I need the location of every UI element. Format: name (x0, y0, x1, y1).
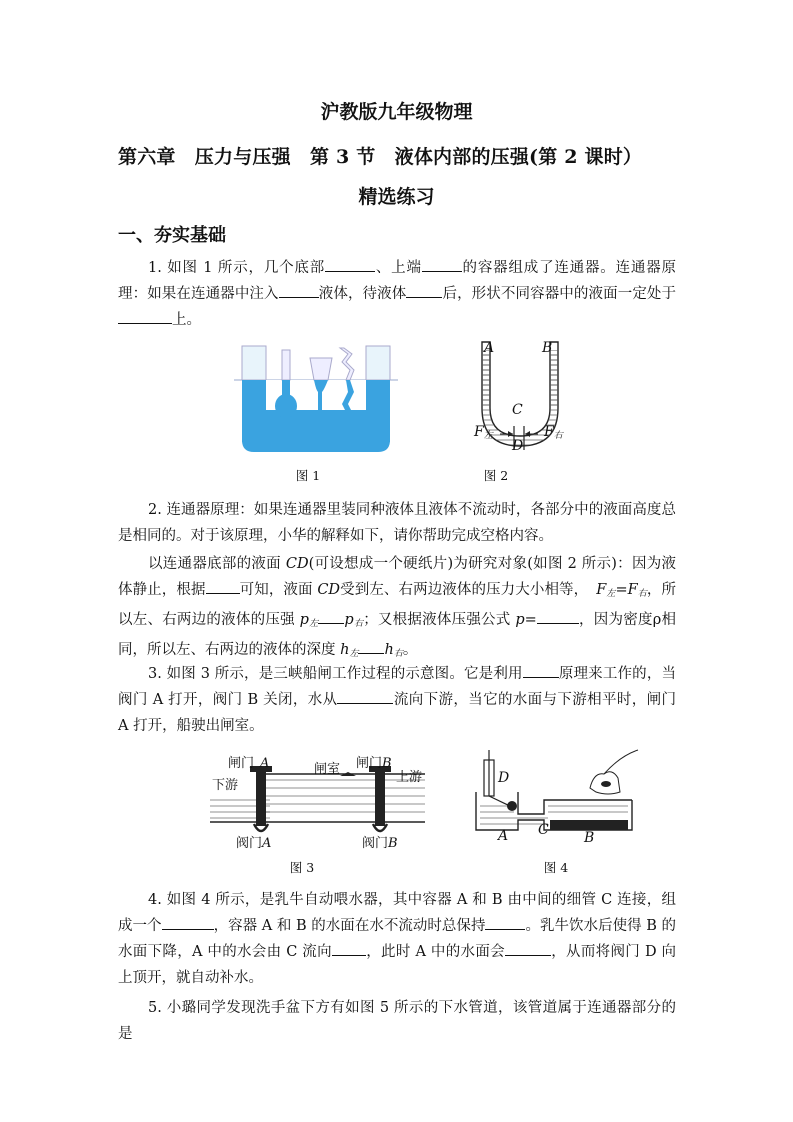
chapter-title: 第六章 压力与压强 第 3 节 液体内部的压强(第 2 课时） (118, 146, 643, 168)
doc-title: 沪教版九年级物理 (320, 101, 473, 123)
q1-blank-1[interactable] (325, 255, 375, 272)
q3-blank-2[interactable] (337, 687, 393, 704)
q1-text-f: 上。 (172, 312, 201, 328)
q2-blank-1[interactable] (206, 577, 240, 594)
doc-subtitle: 精选练习 (358, 186, 435, 208)
fig2-label-A: A (484, 340, 495, 356)
figure-4-caption: 图 4 (543, 860, 569, 875)
fig3-label-valve-A: 阀门A (236, 836, 272, 851)
q1-text-e: 后，形状不同容器中的液面一定处于 (442, 286, 677, 302)
q1-text-c: 的容器组成了连通器。连通器原理：如果在连通器中注入 (118, 260, 676, 302)
q1-blank-3[interactable] (279, 281, 319, 298)
figure-1-connected-vessels (232, 340, 400, 458)
q4-blank-1[interactable] (162, 913, 214, 930)
fig2-label-B: B (542, 340, 553, 356)
q1-text-a: 1. 如图 1 所示，几个底部 (148, 260, 326, 276)
question-4: 4. 如图 4 所示，是乳牛自动喂水器，其中容器 A 和 B 由中间的细管 C 连接，组成一个 ，容器 A 和 B 的水面在水不流动时总保持 。乳牛饮水后使得 B 的水面下降，A 中的水会由 C 流向 ，此时 A 中的水面会 ，从而将阀门 D 向上顶开，就自动补水。 (118, 892, 677, 986)
question-2-body: 以连通器底部的液面 CD(可设想成一个硬纸片)为研究对象(如图 2 所示)：因为液体静止，根据 可知，液面 CD受到左、右两边液体的压力大小相等， $F_左=F_右$，所以左、右两边的液体的压强 $p_左$ $p_右$；又根据液体压强公式 p= ，因为密度ρ相同，所以左、右两边的液体的深度 $h_左$ $h_右$。 (118, 556, 677, 659)
q1-text-d: 液体，待液体 (318, 286, 407, 302)
fig2-label-F-left: $F_左$ (474, 424, 493, 441)
fig4-label-C: C (538, 822, 549, 838)
fig3-label-valve-B: 阀门B (362, 836, 398, 851)
fig2-label-D: D (512, 438, 524, 454)
fig4-label-D: D (498, 770, 510, 786)
fig3-label-gate-A: 闸门 A (228, 756, 270, 771)
q3-blank-1[interactable] (523, 661, 559, 678)
q1-blank-4[interactable] (406, 281, 442, 298)
fig3-label-upstream: 上游 (396, 770, 423, 785)
fig2-label-C: C (512, 402, 523, 418)
figure-1-caption: 图 1 (295, 468, 321, 483)
fig2-label-F-right: $F_右$ (544, 424, 563, 441)
q1-blank-2[interactable] (422, 255, 462, 272)
question-3: 3. 如图 3 所示，是三峡船闸工作过程的示意图。它是利用 原理来工作的，当阀门 A 打开，阀门 B 关闭，水从 流向下游，当它的水面与下游相平时，闸门 A 打开，船驶出闸室。 (118, 661, 676, 739)
fig4-label-B: B (584, 830, 595, 846)
q4-blank-4[interactable] (505, 939, 551, 956)
fig4-label-A: A (498, 828, 509, 844)
q2-blank-4[interactable] (358, 637, 384, 654)
q1-blank-5[interactable] (118, 307, 172, 324)
fig3-label-lock-chamber: 闸室 (314, 762, 341, 777)
q2-blank-2[interactable] (318, 607, 344, 624)
figure-2-caption: 图 2 (483, 468, 509, 483)
question-1 (118, 255, 676, 333)
q4-blank-3[interactable] (332, 939, 366, 956)
figure-4-cow-feeder (470, 748, 640, 844)
section-heading: 一、夯实基础 (118, 225, 226, 246)
q4-blank-2[interactable] (485, 913, 525, 930)
fig3-label-gate-B: 闸门B (356, 756, 392, 771)
question-5: 5. 小璐同学发现洗手盆下方有如图 5 所示的下水管道，该管道属于连通器部分的是 (118, 1000, 676, 1042)
question-2-intro: 2. 连通器原理：如果连通器里装同种液体且液体不流动时，各部分中的液面高度总是相同的。对于该原理，小华的解释如下，请你帮助完成空格内容。 (118, 502, 676, 544)
fig3-label-downstream: 下游 (212, 778, 239, 793)
q1-text-b: 、上端 (375, 260, 422, 276)
q2-blank-3[interactable] (537, 607, 579, 624)
figure-3-caption: 图 3 (289, 860, 315, 875)
